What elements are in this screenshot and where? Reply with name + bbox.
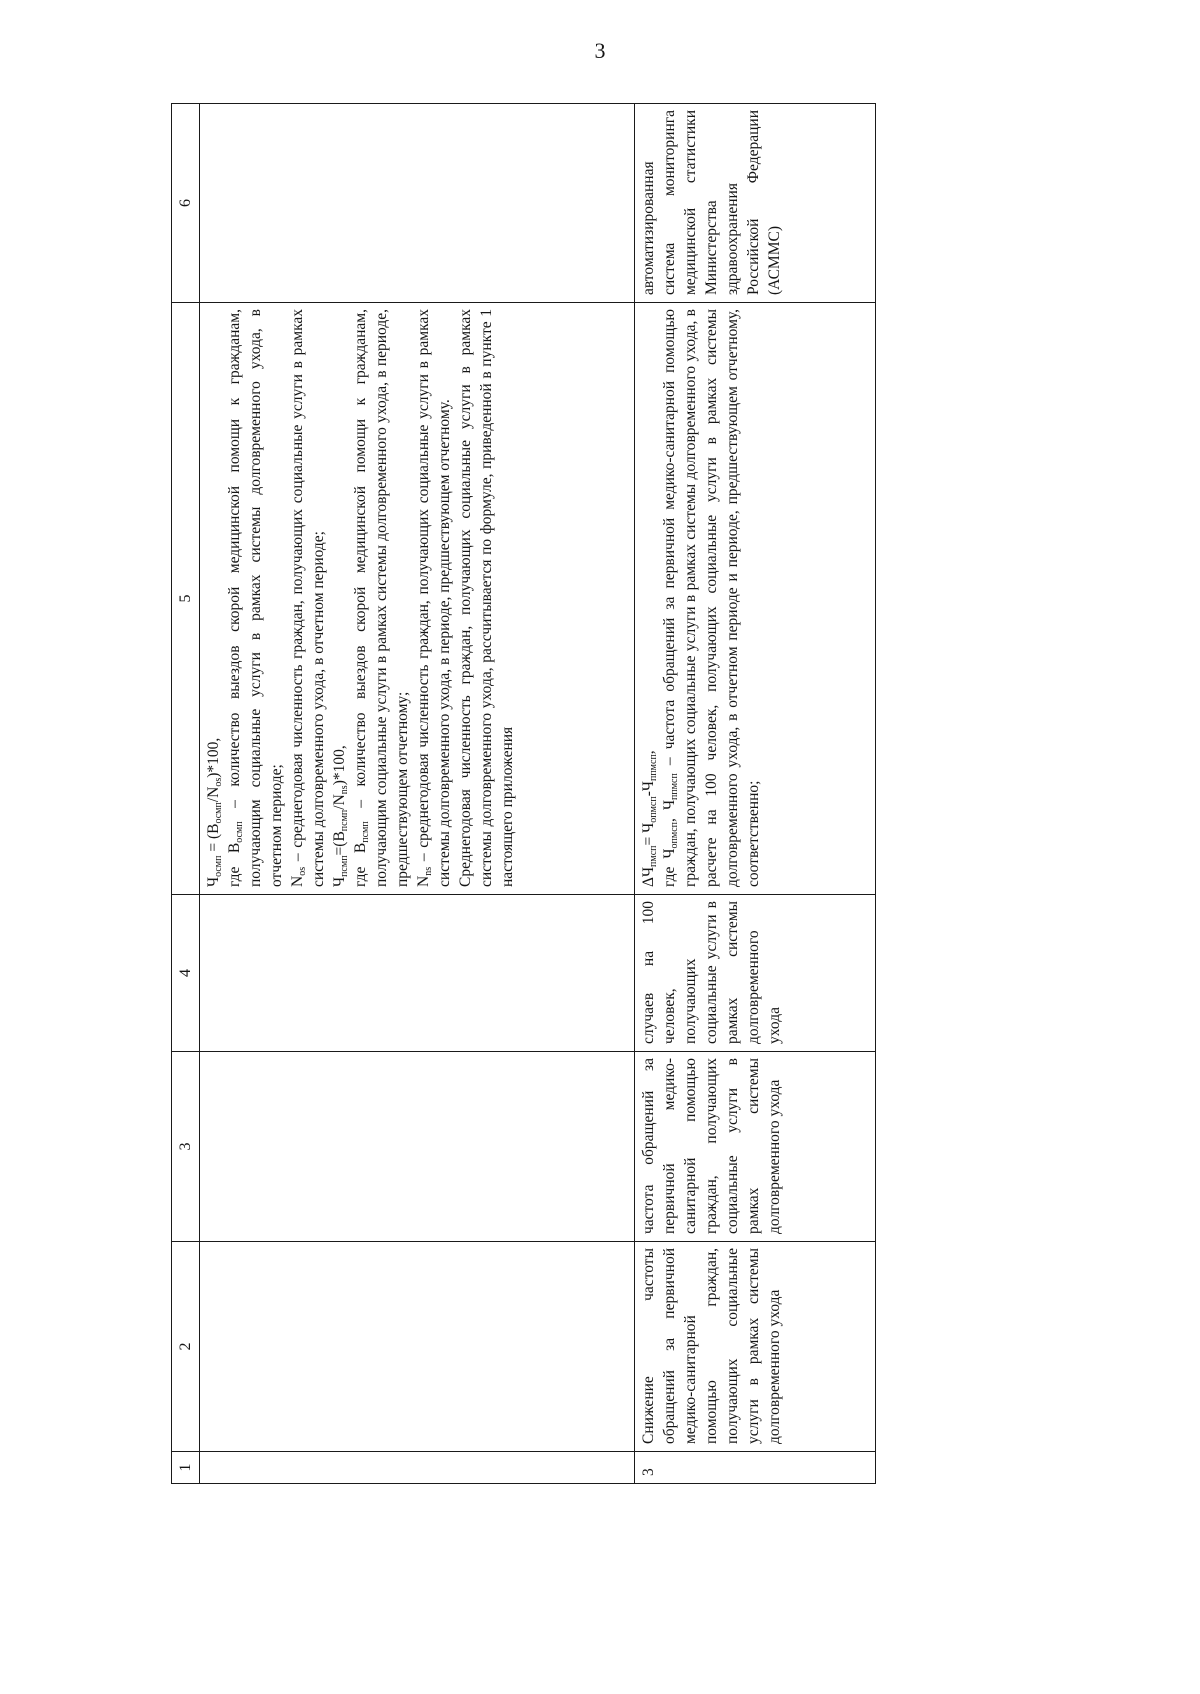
indicator-description: частота обращений за первичной медико-санитарной помощью граждан, получающих социальные услуги в рамках системы долговременного ухода (635, 1052, 876, 1242)
row-a-cell-3 (200, 1052, 635, 1242)
header-cell-1: 1 (172, 1452, 200, 1484)
row-b-cell-formula (635, 303, 876, 895)
indicator-name: Снижение частоты обращений за первичной медико-санитарной помощью граждан, получающих социальные услуги в рамках системы долговременного ухода (635, 1242, 876, 1452)
header-cell-3: 3 (172, 1052, 200, 1242)
header-cell-4: 4 (172, 895, 200, 1052)
row-a-cell-2 (200, 1242, 635, 1452)
table-header-row (172, 104, 200, 1484)
row-a-cell-6 (200, 104, 635, 303)
formula-psmp: $Ч_{псмп}=(В_{псмп}/N_{ns})*100$, (331, 745, 350, 887)
definition-b-osmp: где $В_{осмп}$ – количество выездов скорой медицинской помощи к гражданам, получающим социальные услуги в рамках системы долговременного ухода, в отчетном периоде; (226, 309, 285, 887)
indicator-unit: случаев на 100 человек, получающих социальные услуги в рамках системы долговременного ухода (635, 895, 876, 1052)
row-a-cell-1 (200, 1452, 635, 1484)
indicator-table (171, 103, 876, 1484)
definition-average-count: Среднегодовая численность граждан, получающих социальные услуги в рамках системы долговременного ухода, рассчитывается по формуле, приведенной в пункте 1 настоящего приложения (457, 309, 516, 887)
data-source: автоматизированная система мониторинга медицинской статистики Министерства здравоохранения Российской Федерации (АСММС) (635, 104, 876, 303)
table-row (635, 104, 876, 1484)
formula-osmp: $Ч_{осмп} = (В_{осмп}/N_{os})*100$, (205, 737, 224, 887)
row-a-cell-4 (200, 895, 635, 1052)
row-number: 3 (635, 1452, 876, 1484)
definition-b-psmp: где $В_{псмп}$ – количество выездов скорой медицинской помощи к гражданам, получающим социальные услуги в рамках системы долговременного ухода, в периоде, предшествующем отчетному; (352, 309, 411, 887)
header-cell-5: 5 (172, 303, 200, 895)
definition-n-ns: $N_{ns}$ – среднегодовая численность граждан, получающих социальные услуги в рамках системы долговременного ухода, в периоде, предшествующем отчетному. (415, 309, 453, 887)
rotated-table-frame (171, 104, 876, 1484)
definition-ch-pmsp: где $Ч_{опмсп}$, $Ч_{ппмсп}$ – частота обращений за первичной медико-санитарной помощью граждан, получающих социальные услуги в рамках системы долговременного ухода, в расчете на 100 человек, получающих социальные услуги в рамках системы долговременного ухода, в отчетном периоде и периоде, предшествующем отчетному, соответственно; (661, 309, 762, 887)
header-cell-2: 2 (172, 1242, 200, 1452)
page-number: 3 (594, 38, 606, 63)
row-a-cell-formula (200, 303, 635, 895)
header-cell-6: 6 (172, 104, 200, 303)
formula-delta-pmsp: $\Delta Ч_{пмсп}= Ч_{опмсп}-Ч_{ппмсп}$, (640, 750, 659, 887)
definition-n-os: $N_{os}$ – среднегодовая численность граждан, получающих социальные услуги в рамках системы долговременного ухода, в отчетном периоде; (289, 309, 327, 887)
table-row (200, 104, 635, 1484)
